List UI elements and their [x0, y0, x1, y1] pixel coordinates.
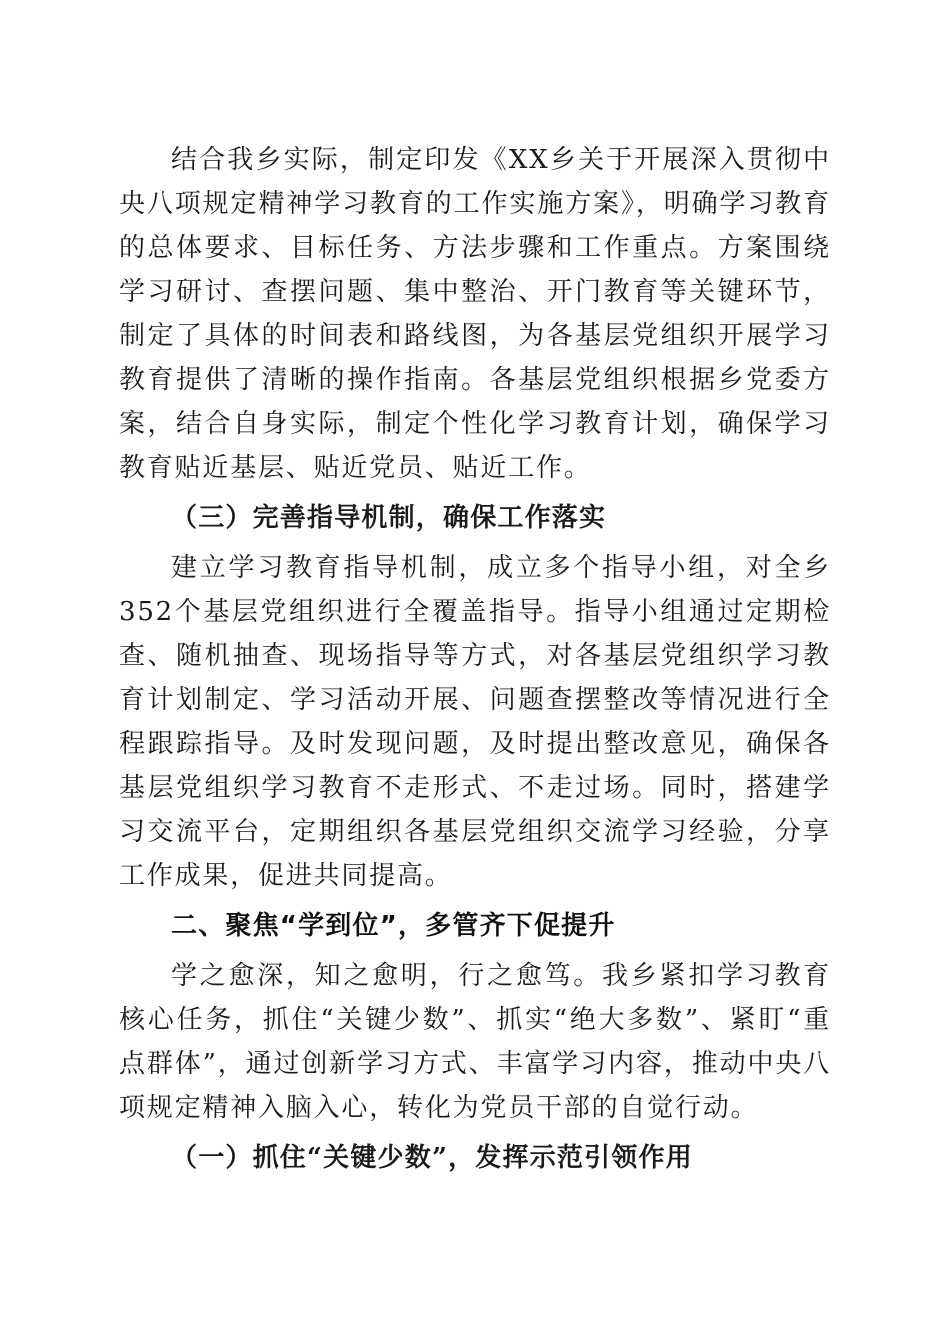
document-body — [119, 138, 831, 1180]
paragraph-learning-intro: 学之愈深，知之愈明，行之愈笃。我乡紧扣学习教育核心任务，抓住“关键少数”、抓实“绝大多数”、紧盯“重点群体”，通过创新学习方式、丰富学习内容，推动中央八项规定精神入脑入心，转化为党员干部的自觉行动。 — [119, 961, 831, 1123]
paragraph-implementation-plan: 结合我乡实际，制定印发《XX乡关于开展深入贯彻中央八项规定精神学习教育的工作实施方案》，明确学习教育的总体要求、目标任务、方法步骤和工作重点。方案围绕学习研讨、查摆问题、集中整治、开门教育等关键环节，制定了具体的时间表和路线图，为各基层党组织开展学习教育提供了清晰的操作指南。各基层党组织根据乡党委方案，结合自身实际，制定个性化学习教育计划，确保学习教育贴近基层、贴近党员、贴近工作。 — [119, 145, 831, 483]
subheading-guidance-mechanism: （三）完善指导机制，确保工作落实 — [171, 503, 607, 533]
section-heading-learning: 二、聚焦“学到位”，多管齐下促提升 — [171, 911, 616, 941]
paragraph-guidance-groups: 建立学习教育指导机制，成立多个指导小组，对全乡352个基层党组织进行全覆盖指导。指导小组通过定期检查、随机抽查、现场指导等方式，对各基层党组织学习教育计划制定、学习活动开展、问题查摆整改等情况进行全程跟踪指导。及时发现问题，及时提出整改意见，确保各基层党组织学习教育不走形式、不走过场。同时，搭建学习交流平台，定期组织各基层党组织交流学习经验，分享工作成果，促进共同提高。 — [119, 553, 831, 891]
subheading-key-minority: （一）抓住“关键少数”，发挥示范引领作用 — [171, 1143, 693, 1173]
